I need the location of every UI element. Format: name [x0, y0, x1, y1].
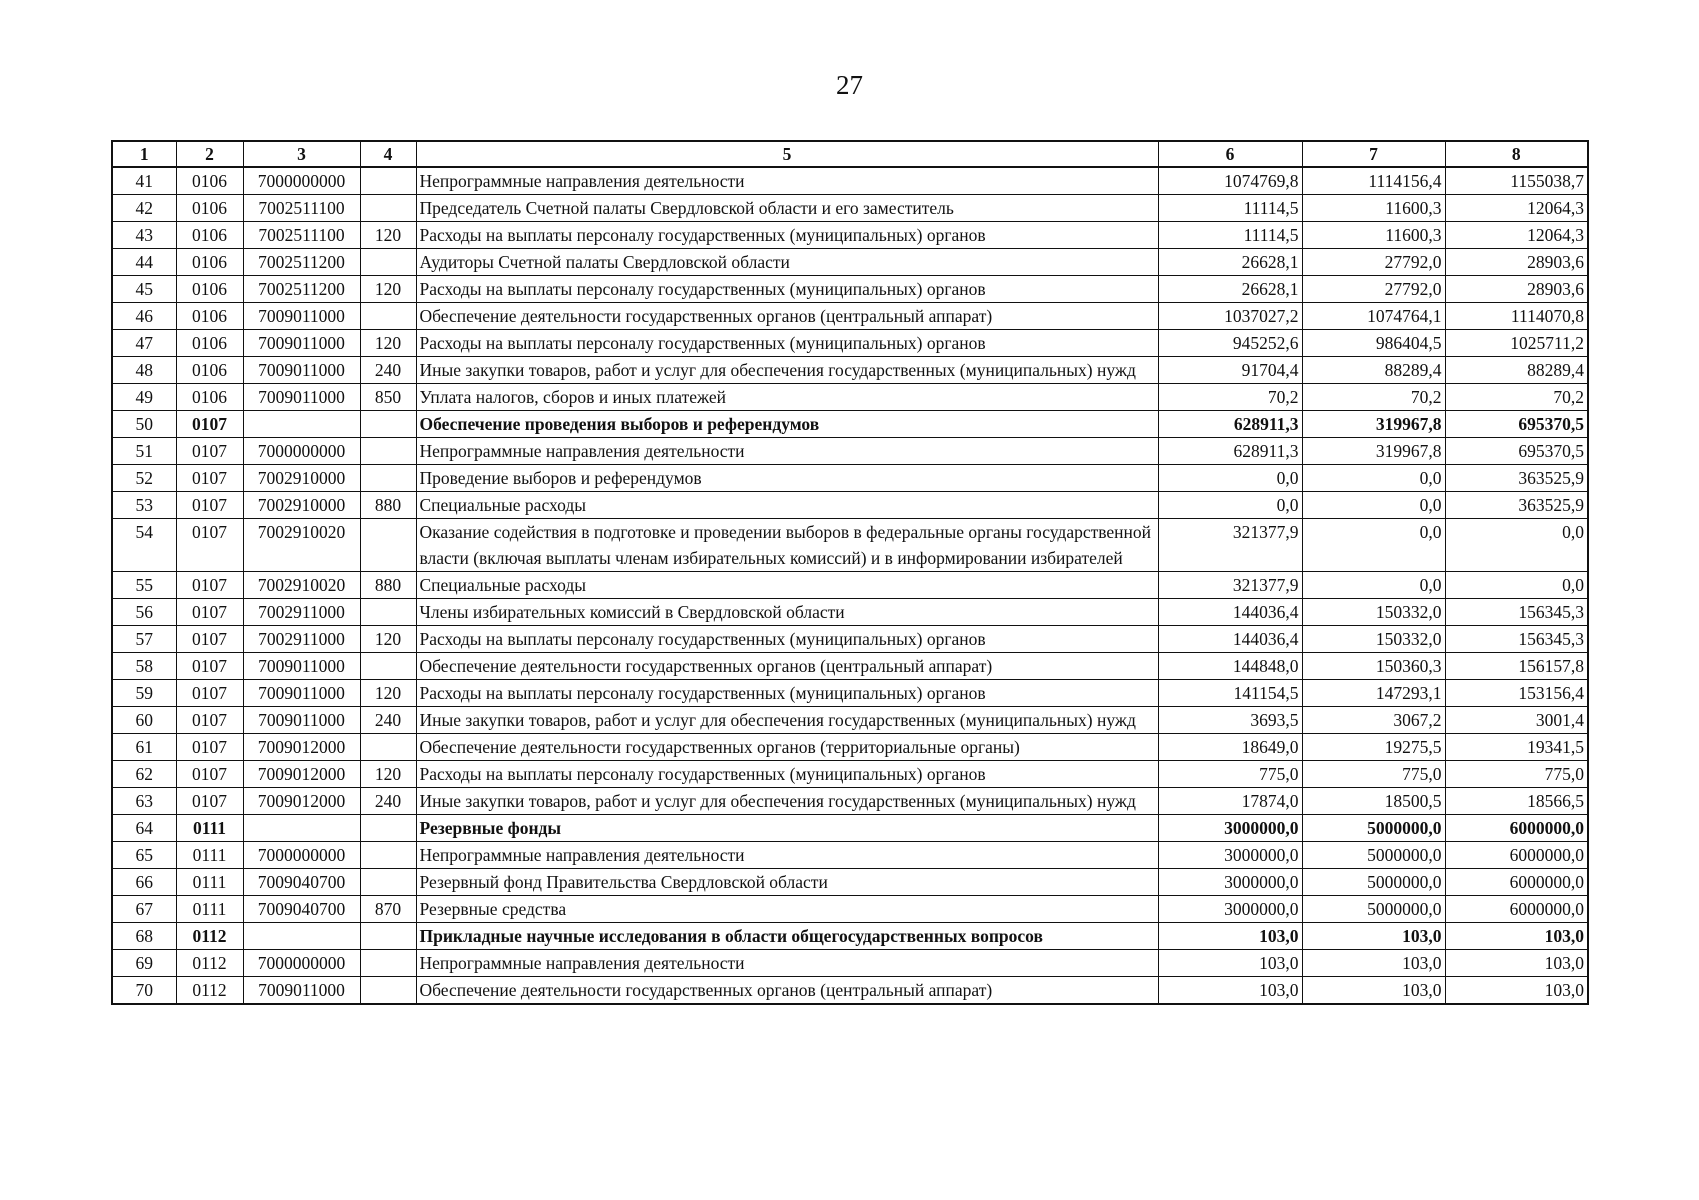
row-number: 47 [112, 330, 176, 357]
column-header-3: 3 [243, 141, 360, 167]
expense-name: Специальные расходы [416, 492, 1158, 519]
section-code: 0107 [176, 572, 243, 599]
amount-col-7: 103,0 [1302, 950, 1445, 977]
expense-type-code [360, 303, 416, 330]
amount-col-6: 3693,5 [1158, 707, 1302, 734]
row-number: 56 [112, 599, 176, 626]
table-row [112, 357, 1588, 384]
target-article-code: 7009011000 [243, 707, 360, 734]
amount-col-6: 3000000,0 [1158, 896, 1302, 923]
expense-name: Непрограммные направления деятельности [416, 438, 1158, 465]
row-number: 67 [112, 896, 176, 923]
amount-col-6: 103,0 [1158, 950, 1302, 977]
amount-col-8: 0,0 [1445, 519, 1588, 572]
column-header-7: 7 [1302, 141, 1445, 167]
section-code: 0106 [176, 303, 243, 330]
expense-name: Оказание содействия в подготовке и проведении выборов в федеральные органы государственной власти (включая выплаты членам избирательных комиссий) и в информировании избирателей [416, 519, 1158, 572]
target-article-code: 7002910000 [243, 492, 360, 519]
row-number: 42 [112, 195, 176, 222]
table-row [112, 788, 1588, 815]
target-article-code [243, 815, 360, 842]
table-row [112, 896, 1588, 923]
table-header-row [112, 141, 1588, 167]
amount-col-8: 103,0 [1445, 950, 1588, 977]
row-number: 48 [112, 357, 176, 384]
amount-col-7: 986404,5 [1302, 330, 1445, 357]
amount-col-8: 775,0 [1445, 761, 1588, 788]
expense-type-code: 870 [360, 896, 416, 923]
section-code: 0107 [176, 492, 243, 519]
amount-col-6: 945252,6 [1158, 330, 1302, 357]
amount-col-7: 18500,5 [1302, 788, 1445, 815]
amount-col-7: 0,0 [1302, 519, 1445, 572]
amount-col-6: 26628,1 [1158, 276, 1302, 303]
expense-name: Обеспечение деятельности государственных органов (центральный аппарат) [416, 303, 1158, 330]
target-article-code: 7002511200 [243, 276, 360, 303]
table-row [112, 815, 1588, 842]
amount-col-7: 70,2 [1302, 384, 1445, 411]
target-article-code: 7002911000 [243, 626, 360, 653]
amount-col-7: 150332,0 [1302, 599, 1445, 626]
table-row [112, 950, 1588, 977]
expense-type-code: 850 [360, 384, 416, 411]
table-row [112, 626, 1588, 653]
expense-type-code [360, 923, 416, 950]
table-row [112, 465, 1588, 492]
expense-name: Расходы на выплаты персоналу государственных (муниципальных) органов [416, 222, 1158, 249]
amount-col-6: 3000000,0 [1158, 815, 1302, 842]
amount-col-6: 0,0 [1158, 465, 1302, 492]
target-article-code: 7002910000 [243, 465, 360, 492]
amount-col-7: 1074764,1 [1302, 303, 1445, 330]
section-code: 0112 [176, 977, 243, 1005]
target-article-code: 7002511100 [243, 222, 360, 249]
table-row [112, 330, 1588, 357]
expense-type-code [360, 869, 416, 896]
amount-col-6: 26628,1 [1158, 249, 1302, 276]
amount-col-7: 27792,0 [1302, 276, 1445, 303]
section-code: 0107 [176, 680, 243, 707]
section-code: 0106 [176, 357, 243, 384]
amount-col-8: 6000000,0 [1445, 896, 1588, 923]
table-row [112, 438, 1588, 465]
amount-col-7: 150360,3 [1302, 653, 1445, 680]
amount-col-6: 18649,0 [1158, 734, 1302, 761]
section-code: 0107 [176, 761, 243, 788]
amount-col-8: 88289,4 [1445, 357, 1588, 384]
expense-type-code [360, 842, 416, 869]
row-number: 55 [112, 572, 176, 599]
target-article-code: 7002911000 [243, 599, 360, 626]
amount-col-8: 28903,6 [1445, 249, 1588, 276]
expense-type-code [360, 977, 416, 1005]
table-row [112, 707, 1588, 734]
amount-col-8: 363525,9 [1445, 492, 1588, 519]
row-number: 68 [112, 923, 176, 950]
target-article-code: 7002910020 [243, 572, 360, 599]
amount-col-6: 141154,5 [1158, 680, 1302, 707]
target-article-code: 7009012000 [243, 761, 360, 788]
table-body [112, 167, 1588, 1004]
row-number: 70 [112, 977, 176, 1005]
table-row [112, 249, 1588, 276]
table-row [112, 519, 1588, 572]
amount-col-6: 1074769,8 [1158, 167, 1302, 195]
expense-name: Расходы на выплаты персоналу государственных (муниципальных) органов [416, 761, 1158, 788]
row-number: 44 [112, 249, 176, 276]
table-row [112, 411, 1588, 438]
expense-name: Обеспечение деятельности государственных органов (территориальные органы) [416, 734, 1158, 761]
expense-name: Резервные средства [416, 896, 1158, 923]
target-article-code: 7009011000 [243, 680, 360, 707]
column-header-8: 8 [1445, 141, 1588, 167]
expense-type-code [360, 249, 416, 276]
expense-name: Расходы на выплаты персоналу государственных (муниципальных) органов [416, 276, 1158, 303]
amount-col-7: 319967,8 [1302, 411, 1445, 438]
amount-col-7: 1114156,4 [1302, 167, 1445, 195]
amount-col-6: 70,2 [1158, 384, 1302, 411]
section-code: 0107 [176, 438, 243, 465]
expense-name: Аудиторы Счетной палаты Свердловской области [416, 249, 1158, 276]
section-code: 0106 [176, 195, 243, 222]
section-code: 0107 [176, 626, 243, 653]
amount-col-7: 5000000,0 [1302, 842, 1445, 869]
row-number: 69 [112, 950, 176, 977]
amount-col-6: 628911,3 [1158, 438, 1302, 465]
expense-type-code: 120 [360, 761, 416, 788]
expense-type-code: 240 [360, 707, 416, 734]
amount-col-8: 103,0 [1445, 923, 1588, 950]
table-row [112, 195, 1588, 222]
section-code: 0106 [176, 276, 243, 303]
amount-col-7: 5000000,0 [1302, 815, 1445, 842]
section-code: 0107 [176, 788, 243, 815]
target-article-code: 7009040700 [243, 869, 360, 896]
row-number: 43 [112, 222, 176, 249]
section-code: 0106 [176, 330, 243, 357]
amount-col-7: 0,0 [1302, 572, 1445, 599]
expense-name: Иные закупки товаров, работ и услуг для обеспечения государственных (муниципальных) нужд [416, 707, 1158, 734]
expense-name: Специальные расходы [416, 572, 1158, 599]
row-number: 53 [112, 492, 176, 519]
target-article-code: 7009012000 [243, 788, 360, 815]
expense-type-code [360, 519, 416, 572]
target-article-code: 7009011000 [243, 303, 360, 330]
expense-name: Расходы на выплаты персоналу государственных (муниципальных) органов [416, 330, 1158, 357]
target-article-code: 7009011000 [243, 653, 360, 680]
expense-type-code: 240 [360, 357, 416, 384]
expense-type-code: 880 [360, 572, 416, 599]
amount-col-7: 88289,4 [1302, 357, 1445, 384]
expense-name: Расходы на выплаты персоналу государственных (муниципальных) органов [416, 680, 1158, 707]
row-number: 59 [112, 680, 176, 707]
section-code: 0107 [176, 411, 243, 438]
amount-col-6: 91704,4 [1158, 357, 1302, 384]
target-article-code: 7000000000 [243, 950, 360, 977]
page-number: 27 [836, 70, 863, 100]
amount-col-8: 6000000,0 [1445, 842, 1588, 869]
row-number: 41 [112, 167, 176, 195]
amount-col-8: 12064,3 [1445, 195, 1588, 222]
amount-col-8: 12064,3 [1445, 222, 1588, 249]
row-number: 50 [112, 411, 176, 438]
section-code: 0111 [176, 842, 243, 869]
expense-type-code: 120 [360, 330, 416, 357]
amount-col-7: 27792,0 [1302, 249, 1445, 276]
section-code: 0106 [176, 167, 243, 195]
column-header-1: 1 [112, 141, 176, 167]
target-article-code: 7000000000 [243, 438, 360, 465]
target-article-code: 7009012000 [243, 734, 360, 761]
amount-col-7: 0,0 [1302, 492, 1445, 519]
table-row [112, 167, 1588, 195]
expense-type-code [360, 950, 416, 977]
amount-col-6: 144848,0 [1158, 653, 1302, 680]
amount-col-7: 5000000,0 [1302, 869, 1445, 896]
amount-col-8: 6000000,0 [1445, 869, 1588, 896]
amount-col-7: 11600,3 [1302, 222, 1445, 249]
row-number: 46 [112, 303, 176, 330]
amount-col-7: 103,0 [1302, 923, 1445, 950]
table-row [112, 680, 1588, 707]
expense-name: Прикладные научные исследования в области общегосударственных вопросов [416, 923, 1158, 950]
expense-name: Обеспечение деятельности государственных органов (центральный аппарат) [416, 653, 1158, 680]
amount-col-7: 0,0 [1302, 465, 1445, 492]
amount-col-6: 775,0 [1158, 761, 1302, 788]
expense-type-code: 120 [360, 222, 416, 249]
amount-col-8: 156157,8 [1445, 653, 1588, 680]
amount-col-8: 363525,9 [1445, 465, 1588, 492]
amount-col-6: 144036,4 [1158, 599, 1302, 626]
expense-type-code: 240 [360, 788, 416, 815]
expense-type-code [360, 599, 416, 626]
table-row [112, 923, 1588, 950]
column-header-5: 5 [416, 141, 1158, 167]
amount-col-6: 1037027,2 [1158, 303, 1302, 330]
expense-name: Резервные фонды [416, 815, 1158, 842]
amount-col-7: 103,0 [1302, 977, 1445, 1005]
expense-name: Обеспечение деятельности государственных органов (центральный аппарат) [416, 977, 1158, 1005]
amount-col-8: 18566,5 [1445, 788, 1588, 815]
table-row [112, 572, 1588, 599]
table-row [112, 653, 1588, 680]
expense-type-code: 120 [360, 276, 416, 303]
amount-col-7: 5000000,0 [1302, 896, 1445, 923]
table-row [112, 492, 1588, 519]
section-code: 0111 [176, 815, 243, 842]
expense-name: Председатель Счетной палаты Свердловской области и его заместитель [416, 195, 1158, 222]
amount-col-8: 1114070,8 [1445, 303, 1588, 330]
budget-table [111, 140, 1589, 1005]
amount-col-6: 3000000,0 [1158, 869, 1302, 896]
expense-type-code: 880 [360, 492, 416, 519]
amount-col-8: 103,0 [1445, 977, 1588, 1005]
table-row [112, 734, 1588, 761]
target-article-code: 7009011000 [243, 357, 360, 384]
row-number: 62 [112, 761, 176, 788]
target-article-code: 7002511100 [243, 195, 360, 222]
section-code: 0107 [176, 599, 243, 626]
amount-col-8: 70,2 [1445, 384, 1588, 411]
expense-name: Непрограммные направления деятельности [416, 167, 1158, 195]
expense-type-code [360, 465, 416, 492]
expense-name: Непрограммные направления деятельности [416, 950, 1158, 977]
row-number: 54 [112, 519, 176, 572]
expense-name: Непрограммные направления деятельности [416, 842, 1158, 869]
table-row [112, 303, 1588, 330]
amount-col-6: 3000000,0 [1158, 842, 1302, 869]
row-number: 52 [112, 465, 176, 492]
section-code: 0107 [176, 653, 243, 680]
target-article-code: 7009040700 [243, 896, 360, 923]
amount-col-7: 150332,0 [1302, 626, 1445, 653]
amount-col-7: 319967,8 [1302, 438, 1445, 465]
expense-type-code: 120 [360, 680, 416, 707]
expense-type-code [360, 411, 416, 438]
expense-name: Проведение выборов и референдумов [416, 465, 1158, 492]
row-number: 51 [112, 438, 176, 465]
section-code: 0107 [176, 707, 243, 734]
amount-col-6: 103,0 [1158, 977, 1302, 1005]
row-number: 57 [112, 626, 176, 653]
row-number: 49 [112, 384, 176, 411]
target-article-code: 7009011000 [243, 977, 360, 1005]
section-code: 0106 [176, 249, 243, 276]
expense-type-code: 120 [360, 626, 416, 653]
column-header-6: 6 [1158, 141, 1302, 167]
section-code: 0106 [176, 384, 243, 411]
row-number: 60 [112, 707, 176, 734]
amount-col-6: 103,0 [1158, 923, 1302, 950]
section-code: 0112 [176, 950, 243, 977]
target-article-code: 7009011000 [243, 330, 360, 357]
target-article-code [243, 923, 360, 950]
section-code: 0111 [176, 896, 243, 923]
column-header-4: 4 [360, 141, 416, 167]
table-row [112, 599, 1588, 626]
section-code: 0106 [176, 222, 243, 249]
table-row [112, 842, 1588, 869]
section-code: 0107 [176, 465, 243, 492]
expense-name: Иные закупки товаров, работ и услуг для обеспечения государственных (муниципальных) нужд [416, 788, 1158, 815]
row-number: 63 [112, 788, 176, 815]
amount-col-7: 775,0 [1302, 761, 1445, 788]
section-code: 0111 [176, 869, 243, 896]
expense-name: Уплата налогов, сборов и иных платежей [416, 384, 1158, 411]
column-header-2: 2 [176, 141, 243, 167]
row-number: 58 [112, 653, 176, 680]
amount-col-8: 1025711,2 [1445, 330, 1588, 357]
target-article-code: 7009011000 [243, 384, 360, 411]
amount-col-8: 0,0 [1445, 572, 1588, 599]
expense-name: Члены избирательных комиссий в Свердловской области [416, 599, 1158, 626]
target-article-code: 7000000000 [243, 167, 360, 195]
row-number: 45 [112, 276, 176, 303]
target-article-code: 7000000000 [243, 842, 360, 869]
table-row [112, 869, 1588, 896]
row-number: 64 [112, 815, 176, 842]
amount-col-8: 156345,3 [1445, 626, 1588, 653]
target-article-code: 7002910020 [243, 519, 360, 572]
table-row [112, 384, 1588, 411]
expense-type-code [360, 653, 416, 680]
row-number: 65 [112, 842, 176, 869]
amount-col-6: 11114,5 [1158, 195, 1302, 222]
amount-col-8: 156345,3 [1445, 599, 1588, 626]
section-code: 0107 [176, 519, 243, 572]
expense-type-code [360, 438, 416, 465]
amount-col-8: 695370,5 [1445, 411, 1588, 438]
expense-name: Расходы на выплаты персоналу государственных (муниципальных) органов [416, 626, 1158, 653]
section-code: 0107 [176, 734, 243, 761]
table-row [112, 761, 1588, 788]
amount-col-8: 1155038,7 [1445, 167, 1588, 195]
expense-type-code [360, 195, 416, 222]
amount-col-8: 6000000,0 [1445, 815, 1588, 842]
amount-col-7: 11600,3 [1302, 195, 1445, 222]
expense-name: Обеспечение проведения выборов и референдумов [416, 411, 1158, 438]
expense-name: Резервный фонд Правительства Свердловской области [416, 869, 1158, 896]
amount-col-6: 144036,4 [1158, 626, 1302, 653]
amount-col-7: 3067,2 [1302, 707, 1445, 734]
expense-type-code [360, 734, 416, 761]
table-row [112, 276, 1588, 303]
amount-col-8: 3001,4 [1445, 707, 1588, 734]
amount-col-6: 11114,5 [1158, 222, 1302, 249]
expense-type-code [360, 167, 416, 195]
amount-col-8: 19341,5 [1445, 734, 1588, 761]
amount-col-7: 19275,5 [1302, 734, 1445, 761]
expense-type-code [360, 815, 416, 842]
target-article-code [243, 411, 360, 438]
expense-name: Иные закупки товаров, работ и услуг для обеспечения государственных (муниципальных) нужд [416, 357, 1158, 384]
amount-col-6: 321377,9 [1158, 572, 1302, 599]
section-code: 0112 [176, 923, 243, 950]
amount-col-6: 321377,9 [1158, 519, 1302, 572]
amount-col-8: 153156,4 [1445, 680, 1588, 707]
amount-col-7: 147293,1 [1302, 680, 1445, 707]
amount-col-6: 0,0 [1158, 492, 1302, 519]
target-article-code: 7002511200 [243, 249, 360, 276]
row-number: 66 [112, 869, 176, 896]
amount-col-6: 17874,0 [1158, 788, 1302, 815]
amount-col-6: 628911,3 [1158, 411, 1302, 438]
row-number: 61 [112, 734, 176, 761]
table-row [112, 222, 1588, 249]
table-row [112, 977, 1588, 1005]
amount-col-8: 695370,5 [1445, 438, 1588, 465]
amount-col-8: 28903,6 [1445, 276, 1588, 303]
